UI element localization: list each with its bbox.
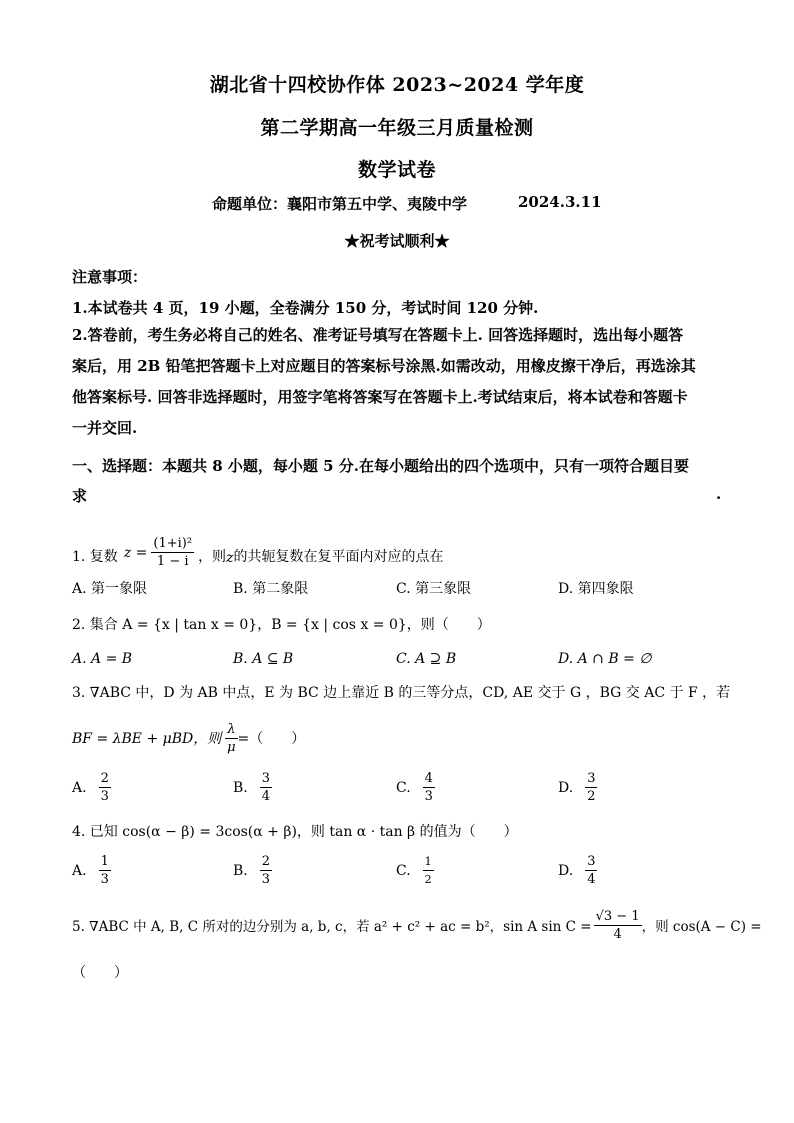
- q2-option-c: C. A ⊇ B: [396, 651, 457, 667]
- question-2: 2. 集合 A = {x | tan x = 0}，B = {x | cos x = 0}，则（ ）: [72, 617, 491, 633]
- q4-c-den: 2: [424, 873, 432, 886]
- author-line: 命题单位：襄阳市第五中学、夷陵中学: [212, 195, 468, 213]
- q1-fraction-num: (1+i)²: [153, 536, 193, 551]
- q3-option-c: [396, 770, 435, 805]
- q1-fraction-den: 1 − i: [156, 554, 189, 569]
- q3-option-d-fraction: [585, 770, 597, 805]
- q1-z-eq: z =: [123, 544, 148, 561]
- q4-option-d-fraction: [585, 853, 597, 888]
- notice-item-2-line: 案后，用 2B 铅笔把答题卡上对应题目的答案标号涂黑.如需改动，用橡皮擦干净后，再选涂其: [72, 357, 696, 375]
- q4-option-a-label: A.: [72, 862, 87, 879]
- exam-title-line3: 数学试卷: [357, 159, 436, 181]
- q3-option-a-label: A.: [72, 779, 87, 796]
- q3-b-den: 4: [261, 789, 271, 804]
- q3-a-den: 3: [100, 789, 109, 804]
- q2-option-b: B. A ⊆ B: [233, 651, 294, 667]
- exam-date: 2024.3.11: [518, 193, 602, 211]
- q3-option-b-label: B.: [233, 779, 248, 796]
- q1-z: z: [226, 550, 234, 566]
- notice-heading: 注意事项：: [72, 268, 148, 286]
- question-3-line1: 3. ∇ABC 中，D 为 AB 中点，E 为 BC 边上靠近 B 的三等分点，CD, AE 交于 G ，BG 交 AC 于 F ，若: [72, 685, 731, 701]
- q2-option-a: A. A = B: [72, 651, 133, 667]
- q1-suffix-b: 的共轭复数在复平面内对应的点在: [233, 549, 444, 565]
- q3-fraction-num: λ: [227, 721, 236, 737]
- q5-fraction-den: 4: [613, 926, 622, 942]
- q5-fraction: [594, 908, 642, 943]
- q3-a-num: 2: [100, 771, 109, 786]
- section1-heading-line2: 求: [72, 487, 88, 505]
- q4-option-c-label: C.: [396, 862, 411, 879]
- q4-option-a: [72, 853, 111, 888]
- q3-d-den: 2: [587, 789, 596, 804]
- q4-option-c: [396, 853, 434, 888]
- exam-title-line1: 湖北省十四校协作体 2023~2024 学年度: [209, 74, 585, 96]
- q3-option-d: [558, 770, 597, 805]
- q1-option-a: A. 第一象限: [72, 581, 148, 597]
- q5-fraction-num: √3 − 1: [595, 908, 640, 924]
- q1-option-b: B. 第二象限: [233, 581, 309, 597]
- q3-fraction-den: μ: [227, 739, 236, 755]
- q3-fraction: [225, 721, 237, 756]
- q4-a-den: 3: [100, 872, 109, 887]
- q3-d-num: 3: [587, 771, 596, 786]
- q4-option-a-fraction: [99, 853, 111, 888]
- q3-option-a: [72, 770, 111, 805]
- question-1: [72, 520, 443, 570]
- q4-c-num: 1: [423, 853, 434, 871]
- q3-option-c-fraction: [423, 770, 435, 805]
- q1-formula: [124, 535, 194, 570]
- q4-option-b: [233, 853, 272, 888]
- notice-item-2-line: 他答案标号. 回答非选择题时，用签字笔将答案写在答题卡上.考试结束后，将本试卷和答题卡: [72, 388, 688, 406]
- blessing: ★祝考试顺利★: [344, 232, 450, 250]
- q4-option-b-label: B.: [233, 862, 248, 879]
- q4-b-num: 2: [261, 854, 271, 869]
- q1-suffix-a: ，则: [198, 549, 227, 565]
- q3-c-den: 3: [424, 789, 433, 804]
- question-4: 4. 已知 cos(α − β) = 3cos(α + β)，则 tan α · tan β 的值为（ ）: [72, 824, 518, 840]
- q3-option-d-label: D.: [558, 779, 574, 796]
- question-3-line2: [72, 718, 305, 758]
- q4-b-den: 3: [261, 872, 271, 887]
- q3-vector-equation: BF = λBE + μBD，则: [72, 731, 222, 747]
- q1-option-c: C. 第三象限: [396, 581, 472, 597]
- q1-prefix: 1. 复数: [72, 549, 118, 565]
- q4-option-d: [558, 853, 597, 888]
- q4-d-num: 3: [587, 854, 596, 869]
- q5-answer-bracket: （ ）: [72, 965, 128, 981]
- q3-b-num: 3: [261, 771, 271, 786]
- q3-option-b: [233, 770, 272, 805]
- q1-option-d: D. 第四象限: [558, 581, 634, 597]
- q3-option-b-fraction: [260, 770, 272, 805]
- q5-text-a: 5. ∇ABC 中 A, B, C 所对的边分别为 a, b, c，若 a² + c² + ac = b²，sin A sin C =: [72, 919, 592, 935]
- exam-title-line2: 第二学期高一年级三月质量检测: [260, 117, 534, 139]
- q4-option-d-label: D.: [558, 862, 574, 879]
- q4-d-den: 4: [587, 872, 596, 887]
- q3-c-num: 4: [424, 771, 433, 786]
- q3-tail: =（ ）: [237, 731, 306, 747]
- q2-option-d: D. A ∩ B = ∅: [558, 651, 652, 667]
- question-5: [72, 903, 762, 947]
- q4-a-num: 1: [100, 854, 109, 869]
- q1-fraction: [151, 535, 194, 570]
- q3-option-c-label: C.: [396, 779, 411, 796]
- notice-item-1: 1.本试卷共 4 页，19 小题，全卷满分 150 分，考试时间 120 分钟.: [72, 299, 539, 317]
- q5-text-b: ，则 cos(A − C) =: [641, 919, 762, 935]
- section1-heading-dot: .: [716, 485, 722, 503]
- q3-option-a-fraction: [99, 770, 111, 805]
- q4-option-b-fraction: [260, 853, 272, 888]
- notice-item-2-line: 2.答卷前，考生务必将自己的姓名、准考证号填写在答题卡上. 回答选择题时，选出每小题答: [72, 326, 684, 344]
- section1-heading-line1: 一、选择题：本题共 8 小题，每小题 5 分.在每小题给出的四个选项中，只有一项符合题目要: [72, 457, 689, 475]
- notice-item-2-line: 一并交回.: [72, 419, 138, 437]
- q4-option-c-fraction: [423, 853, 434, 888]
- notice-item-2: [72, 320, 696, 444]
